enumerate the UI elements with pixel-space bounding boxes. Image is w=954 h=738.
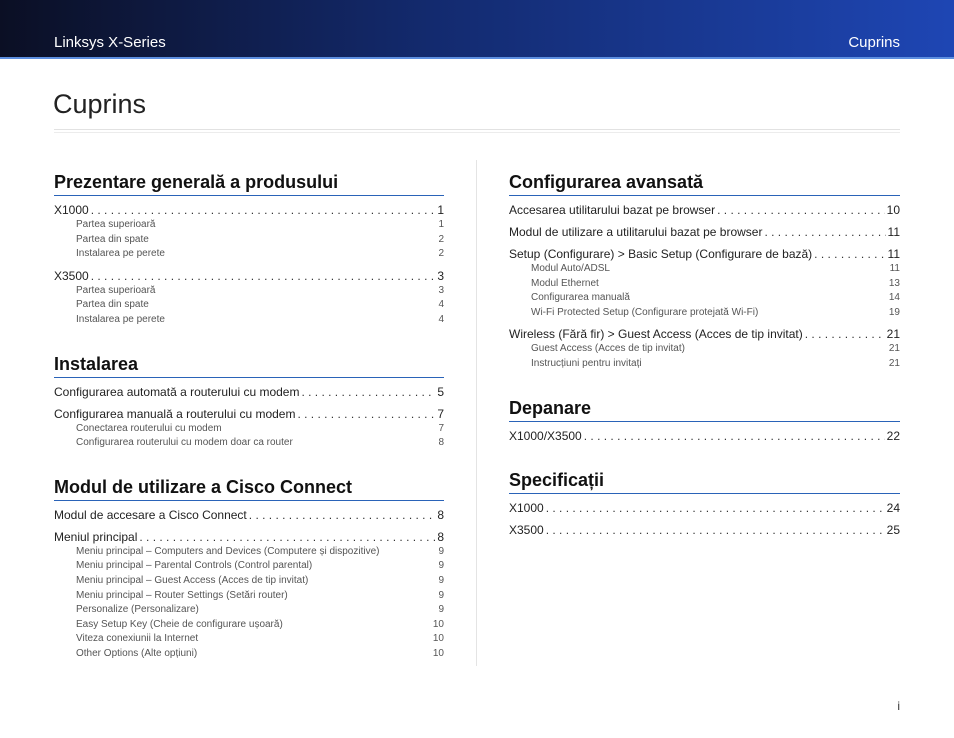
toc-entry-title: X1000 [509,500,544,515]
toc-subentry[interactable] [509,306,900,321]
toc-entry-page: 7 [437,406,444,421]
toc-entry[interactable] [509,501,900,516]
toc-subentry[interactable] [54,422,444,437]
page-number: i [897,699,900,713]
toc-subentry-title: Meniu principal – Guest Access (Acces de tip invitat) [76,574,309,586]
toc-subentry[interactable] [509,277,900,292]
toc-subentry-title: Meniu principal – Router Settings (Setări router) [76,589,288,601]
toc-entry[interactable] [54,530,444,545]
toc-entry-page: 11 [887,247,900,261]
dot-leader [139,530,435,545]
page-header [0,0,954,59]
toc-subentry-title: Easy Setup Key (Cheie de configurare ușoară) [76,618,283,630]
toc-subentry-page: 14 [888,292,900,304]
toc-subentry[interactable] [54,647,444,662]
toc-subentry-title: Instrucțiuni pentru invitați [531,357,642,369]
toc-subentry-title: Viteza conexiunii la Internet [76,633,199,645]
toc-section [509,172,900,372]
toc-left-column [54,172,444,688]
toc-entry-page: 24 [886,500,900,515]
toc-subentry-page: 11 [889,263,900,274]
dot-leader [764,225,885,240]
toc-subentry[interactable] [54,545,444,560]
toc-subentry-title: Other Options (Alte opțiuni) [76,647,198,659]
dot-leader [91,269,436,284]
toc-entry-page: 8 [437,529,444,544]
dot-leader [546,523,885,538]
toc-subentry-title: Instalarea pe perete [76,313,165,325]
toc-subentry-page: 4 [438,299,444,311]
toc-subentry-title: Configurarea manuală [531,292,630,304]
toc-subentry-page: 2 [438,233,444,245]
toc-subentry-page: 10 [432,618,444,630]
toc-subentry[interactable] [509,262,900,277]
toc-subentry[interactable] [54,603,444,618]
section-heading: Configurarea avansată [509,172,900,196]
toc-section [509,398,900,444]
toc-subentry[interactable] [509,291,900,306]
toc-subentry[interactable] [54,632,444,647]
toc-subentry-page: 2 [438,248,444,260]
toc-entry-title: X3500 [509,522,544,537]
toc-entry-page: 25 [886,522,900,537]
toc-subentry-page: 4 [438,313,444,325]
toc-subentry[interactable] [509,357,900,372]
toc-entry-title: X3500 [54,268,89,283]
toc-subentry[interactable] [54,218,444,233]
toc-entry-title: X1000 [54,203,89,217]
toc-subentry-page: 9 [438,604,444,616]
toc-subentry-page: 3 [438,284,444,296]
toc-subentry-title: Partea superioară [76,219,156,230]
toc-entry[interactable] [54,269,444,284]
toc-subentry-page: 1 [438,219,444,230]
toc-entry-title: Configurarea automată a routerului cu modem [54,384,300,399]
toc-entry[interactable] [54,407,444,422]
toc-entry-title: Meniul principal [54,529,138,544]
toc-subentry-page: 21 [888,343,900,355]
toc-entry[interactable] [509,247,900,262]
toc-entry-page: 10 [886,203,900,217]
toc-entry-page: 11 [887,225,900,239]
section-heading: Modul de utilizare a Cisco Connect [54,477,444,501]
section-heading: Specificații [509,470,900,494]
dot-leader [301,385,435,400]
toc-entry-title: Configurarea manuală a routerului cu modem [54,406,296,421]
toc-subentry-page: 9 [438,589,444,601]
toc-subentry[interactable] [54,247,444,262]
toc-subentry-title: Wi-Fi Protected Setup (Configurare protejată Wi-Fi) [531,306,759,318]
toc-subentry-title: Conectarea routerului cu modem [76,422,222,434]
toc-subentry-title: Partea din spate [76,299,149,311]
toc-subentry-title: Personalize (Personalizare) [76,604,199,616]
toc-subentry[interactable] [54,313,444,328]
toc-entry-page: 8 [437,507,444,522]
toc-subentry[interactable] [54,284,444,299]
toc-subentry[interactable] [54,298,444,313]
toc-subentry-page: 10 [432,647,444,659]
toc-subentry-page: 10 [432,633,444,645]
toc-subentry[interactable] [509,342,900,357]
dot-leader [717,203,885,218]
dot-leader [584,429,885,444]
toc-entry-title: Modul de accesare a Cisco Connect [54,507,247,522]
toc-subentry-page: 19 [888,306,900,318]
toc-subentry-page: 21 [888,357,900,369]
toc-section [54,172,444,328]
dot-leader [297,407,435,422]
toc-subentry[interactable] [54,574,444,589]
toc-entry-title: Wireless (Fără fir) > Guest Access (Acces de tip invitat) [509,327,803,342]
toc-subentry-title: Guest Access (Acces de tip invitat) [531,343,685,355]
section-heading: Depanare [509,398,900,422]
toc-subentry[interactable] [54,618,444,633]
section-heading: Prezentare generală a produsului [54,172,444,196]
toc-subentry-title: Configurarea routerului cu modem doar ca router [76,437,293,449]
toc-entry[interactable] [509,203,900,218]
header-section: Cuprins [848,34,900,51]
toc-entry-page: 5 [437,384,444,399]
dot-leader [91,203,436,218]
toc-section [54,354,444,451]
toc-entry-page: 1 [437,203,444,217]
toc-section [509,470,900,538]
toc-entry-title: Accesarea utilitarului bazat pe browser [509,203,716,217]
toc-subentry[interactable] [54,233,444,248]
dot-leader [805,327,885,342]
dot-leader [546,501,885,516]
toc-subentry-title: Meniu principal – Parental Controls (Control parental) [76,560,313,572]
toc-subentry-title: Instalarea pe perete [76,248,165,260]
toc-entry[interactable] [54,203,444,218]
header-brand: Linksys X-Series [54,34,166,51]
toc-entry[interactable] [509,429,900,444]
toc-entry-title: Setup (Configurare) > Basic Setup (Configurare de bază) [509,247,813,261]
section-heading: Instalarea [54,354,444,378]
toc-subentry-title: Partea din spate [76,233,149,245]
dot-leader [814,247,885,262]
toc-entry[interactable] [54,385,444,400]
toc-subentry-title: Meniu principal – Computers and Devices (Computere și dispozitive) [76,545,380,557]
page-title: Cuprins [53,89,147,119]
toc-section [54,477,444,662]
toc-entry-page: 3 [437,268,444,283]
toc-entry-page: 21 [886,327,900,342]
toc-subentry-page: 7 [438,422,444,434]
toc-subentry-page: 9 [438,560,444,572]
toc-subentry[interactable] [54,589,444,604]
toc-right-column [509,172,900,564]
toc-subentry-page: 8 [438,437,444,449]
title-divider [54,129,900,133]
toc-subentry-page: 9 [438,574,444,586]
toc-entry[interactable] [509,225,900,240]
toc-subentry[interactable] [54,436,444,451]
toc-entry-page: 22 [886,428,900,443]
toc-entry-title: Modul de utilizare a utilitarului bazat pe browser [509,225,763,239]
toc-subentry-page: 13 [888,277,900,289]
toc-subentry-title: Modul Ethernet [531,277,599,289]
toc-entry[interactable] [509,523,900,538]
toc-entry-title: X1000/X3500 [509,428,582,443]
toc-entry[interactable] [54,508,444,523]
column-divider [476,160,477,666]
toc-subentry[interactable] [54,559,444,574]
toc-entry[interactable] [509,327,900,342]
toc-subentry-title: Partea superioară [76,284,156,296]
toc-subentry-page: 9 [438,545,444,557]
toc-subentry-title: Modul Auto/ADSL [531,263,610,274]
dot-leader [249,508,436,523]
